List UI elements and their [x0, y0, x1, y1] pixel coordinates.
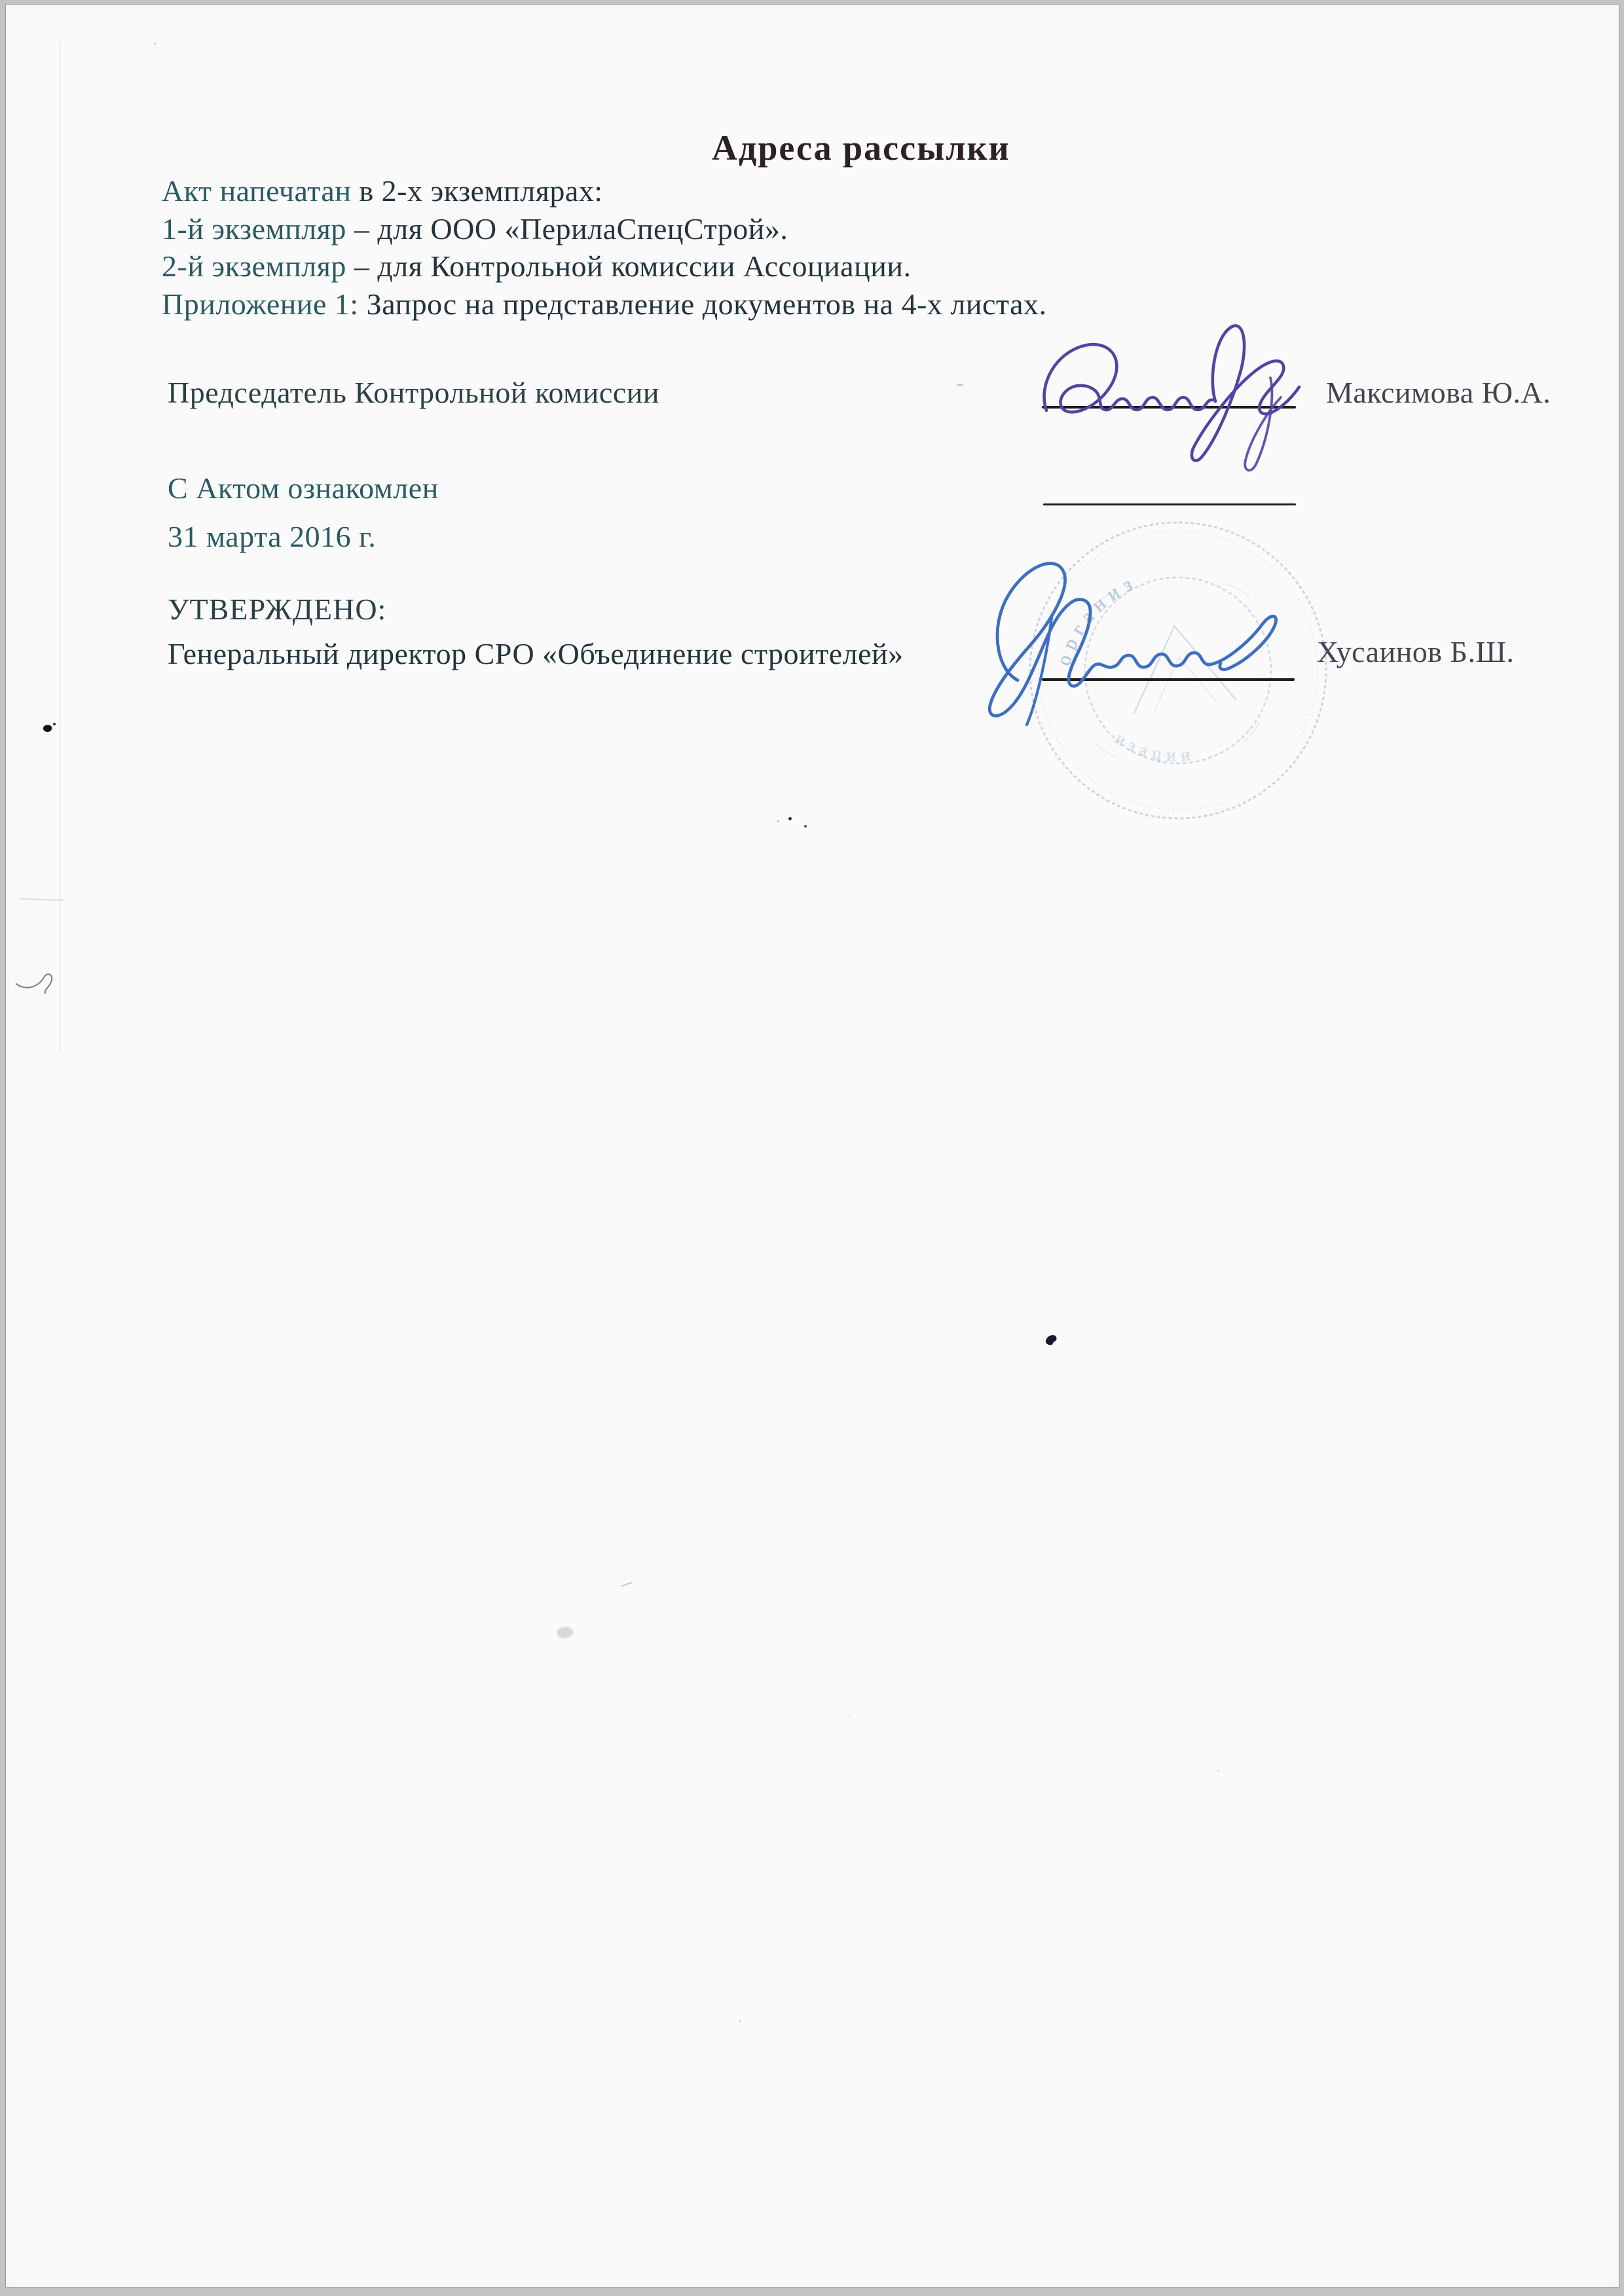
approved-label: Генеральный директор СРО «Объединение строителей» [168, 637, 904, 670]
scan-artifact-speck [804, 825, 807, 828]
acknowledge-date: 31 марта 2016 г. [168, 520, 377, 553]
line-lead: Приложение 1: [162, 287, 367, 321]
paragraph-line [162, 285, 1047, 323]
scan-artifact-speck [848, 1715, 849, 1716]
chairman-name: Максимова Ю.А. [1326, 376, 1551, 409]
approved-heading: УТВЕРЖДЕНО: [168, 592, 387, 626]
line-lead: 1-й экземпляр [162, 211, 354, 246]
acknowledge-label: С Актом ознакомлен [168, 471, 439, 505]
scan-artifact-hook [15, 967, 56, 997]
scan-artifact-ink-blot [1043, 1334, 1058, 1347]
scan-artifact-speck [53, 723, 56, 725]
scan-artifact-smudge [556, 1625, 574, 1640]
line-rest: Запрос на представление документов на 4-х листах. [366, 287, 1047, 321]
line-rest: – для ООО «ПерилаСпецСтрой». [354, 211, 788, 246]
scan-artifact-speck [739, 2020, 741, 2022]
chairman-label: Председатель Контрольной комиссии [168, 376, 659, 409]
director-signature-ink [972, 540, 1309, 740]
scan-artifact-speck [1217, 1770, 1219, 1772]
line-rest: – для Контрольной комиссии Ассоциации. [354, 249, 912, 283]
scan-artifact-dash [957, 384, 963, 386]
scan-artifact-speck [788, 817, 792, 820]
paragraph-line [162, 172, 1047, 210]
stamp-arc-text-top: организ [1052, 570, 1141, 668]
page-title: Адреса рассылки [712, 128, 1010, 168]
distribution-paragraph [162, 172, 1047, 323]
acknowledge-signature-line [1043, 503, 1296, 505]
chairman-signature-ink [1037, 318, 1352, 478]
line-lead: 2-й экземпляр [162, 249, 354, 283]
line-lead: Акт напечатан [162, 174, 360, 208]
document-page [6, 5, 1619, 2287]
scan-artifact-speck [777, 820, 779, 822]
scan-artifact-scratch [621, 1582, 632, 1586]
scan-artifact-speck [154, 43, 156, 45]
paragraph-line [162, 247, 1047, 285]
paragraph-line [162, 210, 1047, 248]
director-name: Хусаинов Б.Ш. [1317, 635, 1515, 668]
scan-artifact-ink-blob [43, 724, 52, 733]
stamp-arc-text-bottom: изации [1112, 729, 1197, 765]
line-rest: в 2-х экземплярах: [359, 174, 603, 208]
scan-artifact-scratch [20, 898, 64, 901]
